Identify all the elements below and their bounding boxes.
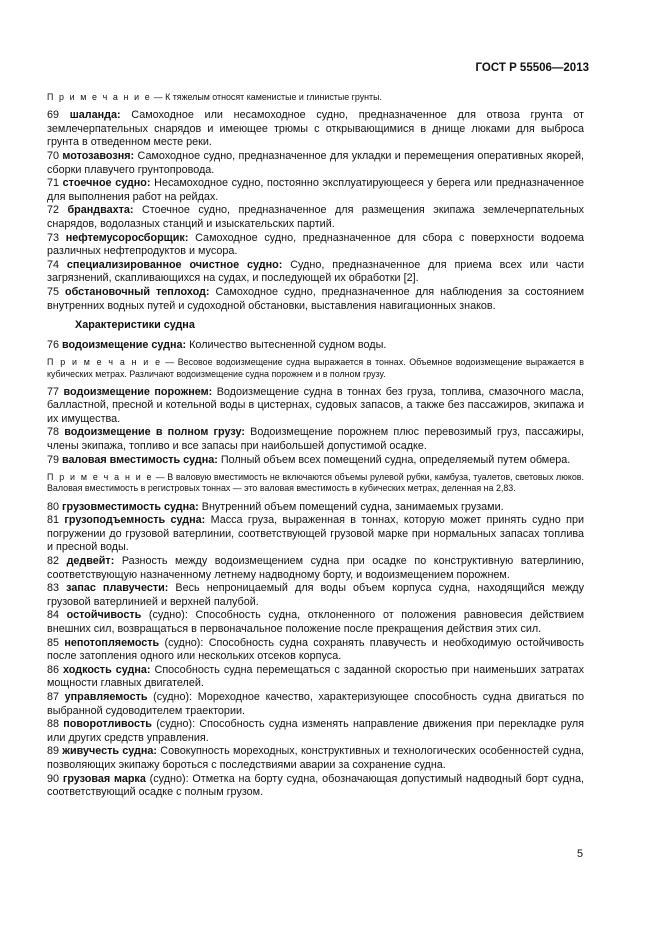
term-number: 80 bbox=[47, 500, 60, 513]
note-text: — Весовое водоизмещение судна выражается в тоннах. Объемное водоизмещение выражается в кубических метрах. Различают водоизмещение судна порожнем и в полном грузу. bbox=[47, 357, 584, 379]
terms-block-2 bbox=[47, 339, 584, 353]
term-entry bbox=[47, 259, 584, 286]
term-number: 72 bbox=[47, 204, 60, 217]
term-number: 85 bbox=[47, 636, 60, 649]
page-number: 5 bbox=[577, 848, 584, 860]
term-name: водоизмещение судна: bbox=[62, 338, 187, 351]
term-entry bbox=[47, 637, 584, 664]
term-number: 87 bbox=[47, 690, 60, 703]
term-definition: Мореходное качество, характеризующее способность судна двигаться по выбранной судоводителем траектории. bbox=[47, 690, 584, 717]
term-entry bbox=[47, 204, 584, 231]
term-name: водоизмещение порожнем: bbox=[63, 385, 213, 398]
term-definition: Весь непроницаемый для воды объем корпуса судна, находящийся между грузовой ватерлинией и верхней палубой. bbox=[47, 582, 584, 608]
term-definition: Совокупность мореходных, конструктивных и технологических особенностей судна, позволяющих экипажу бороться с последствиями аварии за сохранение судна. bbox=[47, 745, 584, 771]
note-label: П р и м е ч а н и е bbox=[47, 357, 162, 368]
term-number: 89 bbox=[47, 745, 60, 758]
term-qualifier: (судно): bbox=[149, 772, 189, 785]
term-entry bbox=[47, 718, 584, 745]
term-number: 77 bbox=[47, 385, 60, 398]
term-name: мотозавозня: bbox=[62, 149, 135, 162]
term-number: 70 bbox=[47, 149, 60, 162]
term-name: грузоподъемность судна: bbox=[64, 514, 206, 527]
term-entry bbox=[47, 386, 584, 427]
term-qualifier: (судно): bbox=[153, 690, 193, 703]
term-definition: Водоизмещение судна в тоннах без груза, топлива, смазочного масла, балластной, пресной и котельной воды в цистернах, судовых запасов, а также без пассажиров, экипажа и их имущества. bbox=[47, 385, 585, 425]
terms-block-1 bbox=[47, 109, 584, 313]
section-title: Характеристики судна bbox=[75, 319, 195, 332]
term-name: специализированное очистное судно: bbox=[66, 258, 283, 271]
term-definition: Масса груза, выраженная в тоннах, которую может принять судно при погружении до грузовой ватерлинии, соответствующей грузовой марке при нормальных запасах топлива и пресной воды. bbox=[47, 514, 585, 554]
term-number: 71 bbox=[47, 177, 60, 190]
term-definition: Отметка на борту судна, обозначающая допустимый надводный борт судна, соответствующий осадке с полным грузом. bbox=[47, 772, 584, 799]
term-definition: Способность судна сохранять плавучесть и необходимую остойчивость после затопления одного или нескольких отсеков корпуса. bbox=[47, 636, 585, 663]
term-qualifier: (судно): bbox=[156, 718, 196, 731]
term-entry bbox=[47, 426, 584, 453]
term-entry bbox=[47, 286, 584, 313]
term-name: ходкость судна: bbox=[63, 663, 151, 676]
note-text: — В валовую вместимость не включаются объемы рулевой рубки, камбуза, туалетов, световых люков. Валовая вместимость в регистровых тоннах — это валовая вместимость в кубических метрах, деленная на 2,83. bbox=[47, 472, 584, 494]
term-name: нефтемусоросборщик: bbox=[65, 231, 189, 244]
note-text: — К тяжелым относят каменистые и глинистые грунты. bbox=[153, 92, 382, 102]
term-definition: Способность судна изменять направление движения при перекладке руля или других средств управления. bbox=[47, 718, 584, 744]
term-entry bbox=[47, 582, 584, 609]
term-number: 82 bbox=[47, 555, 60, 568]
term-number: 83 bbox=[47, 582, 60, 595]
term-name: обстановочный теплоход: bbox=[65, 285, 210, 298]
term-name: живучесть судна: bbox=[62, 745, 158, 758]
term-entry bbox=[47, 339, 584, 353]
term-definition: Судно, предназначенное для приема всех или части загрязнений, скапливающихся на судах, и последующей их обработки [2]. bbox=[47, 258, 585, 285]
note-3 bbox=[47, 472, 584, 494]
term-number: 79 bbox=[47, 453, 60, 466]
term-name: грузовместимость судна: bbox=[62, 500, 199, 513]
term-name: управляемость bbox=[64, 690, 148, 703]
term-definition: Разность между водоизмещением судна при осадке по конструктивную ватерлинию, соответствующую назначенному летнему надводному борту, и водоизмещением порожнем. bbox=[47, 555, 585, 581]
terms-block-4 bbox=[47, 501, 584, 800]
term-definition: Несамоходное судно, постоянно эксплуатирующееся у берега или предназначенное для выполнения работ на рейдах. bbox=[47, 177, 584, 203]
term-number: 73 bbox=[47, 231, 60, 244]
term-number: 69 bbox=[47, 109, 60, 122]
term-number: 75 bbox=[47, 285, 60, 298]
term-name: поворотливость bbox=[63, 718, 152, 731]
term-definition: Самоходное судно, предназначенное для укладки и перемещения оперативных якорей, сборки плавучего грунтопровода. bbox=[47, 149, 585, 176]
term-entry bbox=[47, 773, 584, 800]
term-number: 76 bbox=[47, 338, 60, 351]
term-entry bbox=[47, 745, 584, 772]
term-entry bbox=[47, 501, 584, 515]
page-content bbox=[47, 92, 584, 800]
term-name: шаланда: bbox=[69, 109, 121, 122]
term-entry bbox=[47, 555, 584, 582]
term-name: валовая вместимость судна: bbox=[62, 453, 218, 466]
term-number: 88 bbox=[47, 718, 60, 731]
term-definition: Полный объем всех помещений судна, определяемый путем обмера. bbox=[220, 453, 571, 466]
term-definition: Самоходное или несамоходное судно, предназначенное для отвоза грунта от землечерпательных снарядов и имеющее трюмы с открывающимися в днище люками для выброса грунта в отведенном месте реки. bbox=[47, 109, 584, 149]
document-code: ГОСТ Р 55506—2013 bbox=[475, 62, 589, 74]
term-definition: Самоходное судно, предназначенное для наблюдения за состоянием внутренних водных путей и судоходной обстановки, выставления навигационных знаков. bbox=[47, 285, 585, 312]
term-entry bbox=[47, 232, 584, 259]
note-1 bbox=[47, 92, 584, 103]
term-entry bbox=[47, 150, 584, 177]
term-number: 81 bbox=[47, 514, 60, 527]
term-number: 84 bbox=[47, 609, 60, 622]
note-2 bbox=[47, 357, 584, 379]
terms-block-3 bbox=[47, 386, 584, 468]
term-name: водоизмещение в полном грузу: bbox=[64, 426, 245, 439]
term-name: грузовая марка bbox=[62, 772, 146, 785]
term-number: 74 bbox=[47, 258, 60, 271]
term-name: непотопляемость bbox=[64, 636, 160, 649]
term-definition: Количество вытесненной судном воды. bbox=[189, 338, 387, 351]
term-entry bbox=[47, 177, 584, 204]
term-entry bbox=[47, 514, 584, 555]
term-definition: Самоходное судно, предназначенное для сбора с поверхности водоема различных нефтепродуктов и мусора. bbox=[47, 231, 585, 258]
term-entry bbox=[47, 691, 584, 718]
term-name: запас плавучести: bbox=[66, 582, 169, 595]
term-name: брандвахта: bbox=[67, 204, 134, 217]
term-entry bbox=[47, 664, 584, 691]
term-definition: Внутренний объем помещений судна, занимаемых грузами. bbox=[201, 500, 504, 513]
note-label: П р и м е ч а н и е bbox=[47, 92, 152, 102]
term-name: дедвейт: bbox=[66, 555, 115, 568]
term-qualifier: (судно): bbox=[164, 636, 204, 649]
term-number: 90 bbox=[47, 772, 60, 785]
term-entry bbox=[47, 109, 584, 150]
term-definition: Способность судна перемещаться с заданной скоростью при наименьших затратах мощности главных двигателей. bbox=[47, 663, 585, 690]
term-definition: Стоечное судно, предназначенное для размещения экипажа землечерпательных снарядов, водолазных станций и изыскательских партий. bbox=[47, 204, 584, 230]
term-entry bbox=[47, 454, 584, 468]
term-entry bbox=[47, 609, 584, 636]
term-name: стоечное судно: bbox=[62, 177, 151, 190]
note-label: П р и м е ч а н и е bbox=[47, 472, 154, 483]
term-number: 86 bbox=[47, 663, 60, 676]
term-definition: Способность судна, отклоненного от положения равновесия действием внешних сил, возвращаться в первоначальное положение после прекращения действия этих сил. bbox=[47, 609, 585, 636]
term-definition: Водоизмещение порожнем плюс перевозимый груз, пассажиры, члены экипажа, топливо и все запасы при наибольшей допустимой осадке. bbox=[47, 426, 585, 453]
term-name: остойчивость bbox=[66, 609, 142, 622]
term-number: 78 bbox=[47, 426, 60, 439]
term-qualifier: (судно): bbox=[148, 609, 188, 622]
